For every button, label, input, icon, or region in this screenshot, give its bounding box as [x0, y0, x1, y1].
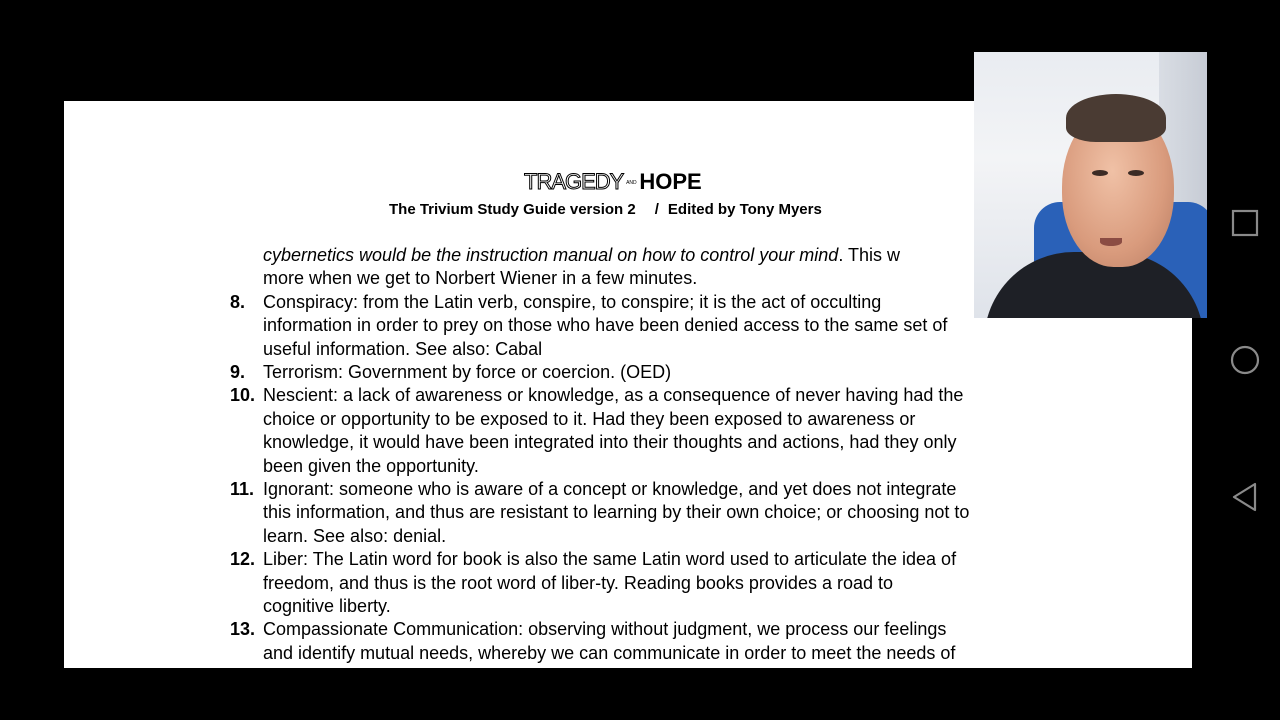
line-text	[263, 618, 946, 640]
line-text	[263, 455, 479, 477]
line-text	[263, 314, 947, 336]
line-text	[263, 267, 697, 289]
line-text	[263, 384, 963, 406]
android-navigation-bar	[1212, 0, 1280, 720]
list-number: 11.	[230, 479, 255, 499]
line-text	[263, 525, 446, 547]
plain-text: choice or opportunity to be exposed to it. Had they been exposed to awareness or	[263, 408, 916, 429]
webcam-eye-left	[1092, 170, 1108, 176]
logo-hope: HOPE	[639, 169, 702, 194]
subtitle-separator: /	[654, 201, 659, 218]
logo-and: AND	[626, 179, 637, 186]
plain-text: Ignorant: someone who is aware of a concept or knowledge, and yet does not integrate	[263, 479, 957, 499]
home-button[interactable]	[1228, 343, 1262, 377]
line-text	[263, 408, 915, 430]
plain-text: useful information. See also: Cabal	[263, 338, 543, 359]
line-text	[263, 291, 881, 313]
line-text	[263, 361, 671, 383]
italic-text: cybernetics would be the instruction manual on how to control your mind	[263, 245, 839, 265]
plain-text: . This w	[838, 245, 900, 265]
plain-text: more when we get to Norbert Wiener in a few minutes.	[263, 268, 698, 289]
plain-text: Compassionate Communication: observing without judgment, we process our feelings	[263, 619, 947, 640]
document-subtitle	[389, 201, 822, 218]
list-number: 10.	[230, 385, 256, 406]
recent-apps-button[interactable]	[1228, 206, 1262, 240]
circle-icon	[1228, 343, 1262, 377]
plain-text: freedom, and thus is the root word of liber-ty. Reading books provides a road to	[263, 572, 894, 593]
tragedy-and-hope-logo	[524, 171, 702, 193]
back-button[interactable]	[1228, 480, 1262, 514]
line-text	[263, 642, 955, 664]
plain-text: knowledge, it would have been integrated into their thoughts and actions, had they only	[263, 432, 957, 453]
line-text	[263, 501, 969, 523]
plain-text: Conspiracy: from the Latin verb, conspire, to conspire; it is the act of occulting	[263, 291, 882, 312]
line-text	[263, 572, 893, 594]
plain-text: Nescient: a lack of awareness or knowledge, as a consequence of never having had the	[263, 385, 964, 406]
plain-text: Liber: The Latin word for book is also the same Latin word used to articulate the idea of	[263, 549, 957, 570]
triangle-back-icon	[1228, 480, 1262, 514]
logo-tragedy: TRAGEDY	[524, 169, 624, 194]
plain-text: been given the opportunity.	[263, 455, 479, 476]
plain-text: this information, and thus are resistant to learning by their own choice; or choosing not to	[263, 502, 970, 523]
plain-text: cognitive liberty.	[263, 596, 391, 616]
plain-text: and identify mutual needs, whereby we can communicate in order to meet the needs of	[263, 642, 956, 663]
line-text	[263, 478, 956, 500]
webcam-overlay	[974, 52, 1207, 318]
list-number: 12.	[230, 549, 256, 570]
line-text	[263, 595, 391, 617]
list-number: 9.	[230, 362, 246, 382]
plain-text: learn. See also: denial.	[263, 525, 447, 546]
list-number: 8.	[230, 291, 246, 312]
line-text	[263, 244, 900, 266]
line-text	[263, 338, 542, 360]
line-text	[263, 431, 956, 453]
plain-text: information in order to prey on those who have been denied access to the same set of	[263, 315, 948, 336]
editor-credit: Edited by Tony Myers	[667, 201, 822, 218]
webcam-eye-right	[1128, 170, 1144, 176]
webcam-mouth	[1100, 238, 1122, 246]
webcam-hair	[1066, 94, 1166, 142]
line-text	[263, 548, 956, 570]
guide-title: The Trivium Study Guide version 2	[389, 201, 636, 218]
list-number: 13.	[230, 619, 256, 640]
plain-text: Terrorism: Government by force or coercion. (OED)	[263, 362, 672, 382]
square-icon	[1228, 206, 1262, 240]
